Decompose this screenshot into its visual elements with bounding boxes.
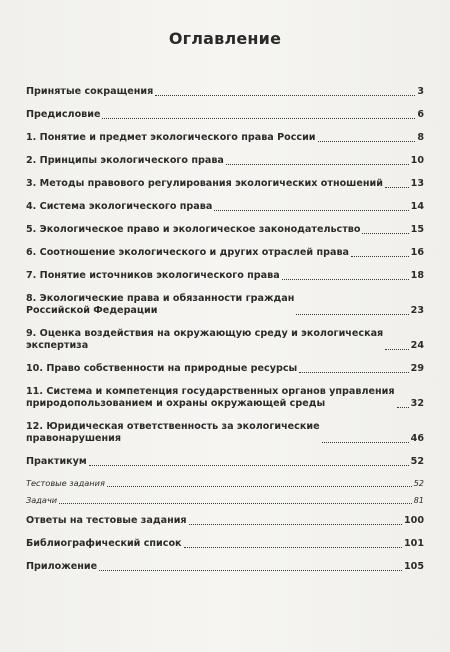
toc-entry-page: 52	[413, 478, 424, 488]
toc-entry-label: Предисловие	[26, 109, 101, 120]
toc-entry-label: 3. Методы правового регулирования экологических отношений	[26, 178, 383, 189]
toc-entry-page: 101	[403, 538, 424, 549]
toc-entry	[26, 561, 424, 573]
dot-leader	[89, 465, 409, 466]
toc-entry-label	[26, 293, 294, 317]
toc-entry-page: 16	[410, 247, 424, 258]
toc-entry-page: 15	[410, 224, 424, 235]
toc-entry-label: Принятые сокращения	[26, 86, 154, 97]
toc-entry-label	[26, 386, 395, 410]
toc-entry-label: Задачи	[26, 495, 58, 505]
toc-entry-page: 100	[403, 515, 424, 526]
dot-leader	[282, 279, 409, 280]
toc-entry-label: 4. Система экологического права	[26, 201, 213, 212]
toc-entry-label-line: 11. Система и компетенция государственных органов управления	[26, 386, 395, 397]
dot-leader	[214, 210, 408, 211]
toc-entry	[26, 421, 424, 445]
toc-entry	[26, 247, 424, 259]
toc-entry-label: 2. Принципы экологического права	[26, 155, 224, 166]
toc-entry-page: 10	[410, 155, 424, 166]
toc-entry	[26, 538, 424, 550]
toc-entry	[26, 155, 424, 167]
dot-leader	[299, 372, 408, 373]
dot-leader	[184, 547, 402, 548]
toc-entry	[26, 86, 424, 98]
toc-entry-page: 24	[410, 340, 424, 351]
toc-entry-page: 6	[417, 109, 424, 120]
toc-entry	[26, 270, 424, 282]
toc-entry-label: 10. Право собственности на природные ресурсы	[26, 363, 298, 374]
dot-leader	[362, 233, 408, 234]
dot-leader	[322, 442, 409, 443]
dot-leader	[385, 187, 409, 188]
dot-leader	[189, 524, 402, 525]
toc-entry-page: 81	[413, 495, 424, 505]
toc-entry-label: Тестовые задания	[26, 478, 105, 488]
dot-leader	[107, 486, 412, 487]
dot-leader	[318, 141, 416, 142]
toc-entry	[26, 386, 424, 410]
toc-entry-page: 3	[417, 86, 424, 97]
dot-leader	[59, 503, 411, 504]
toc-entry-label-line: 9. Оценка воздействия на окружающую среду и экологическая	[26, 328, 384, 339]
toc-entry-label: Приложение	[26, 561, 98, 572]
toc-entry	[26, 109, 424, 121]
toc-entry-page: 52	[410, 456, 424, 467]
toc-entry	[26, 132, 424, 144]
toc-entry-label-line: Российской Федерации	[26, 305, 158, 316]
table-of-contents	[26, 86, 424, 573]
toc-entry-page: 13	[410, 178, 424, 189]
toc-entry-label-line: экспертиза	[26, 340, 89, 351]
toc-entry-label-line: 8. Экологические права и обязанности граждан	[26, 293, 295, 304]
toc-subentry	[26, 477, 424, 489]
dot-leader	[296, 314, 408, 315]
toc-entry-page: 105	[403, 561, 424, 572]
toc-entry-label-line: 12. Юридическая ответственность за экологические	[26, 421, 320, 432]
toc-entry-page: 46	[410, 433, 424, 444]
toc-entry-label	[26, 328, 383, 352]
toc-entry-page: 18	[410, 270, 424, 281]
dot-leader	[102, 118, 415, 119]
toc-entry-label-line: природопользованием и охраны окружающей среды	[26, 398, 326, 409]
dot-leader	[226, 164, 409, 165]
toc-entry	[26, 515, 424, 527]
toc-entry	[26, 201, 424, 213]
toc-entry-page: 32	[410, 398, 424, 409]
toc-subentry	[26, 494, 424, 506]
dot-leader	[385, 349, 408, 350]
toc-entry-label: Библиографический список	[26, 538, 182, 549]
toc-entry-page: 14	[410, 201, 424, 212]
toc-entry	[26, 224, 424, 236]
dot-leader	[351, 256, 409, 257]
toc-entry-page: 29	[410, 363, 424, 374]
toc-entry	[26, 363, 424, 375]
toc-entry-page: 8	[417, 132, 424, 143]
toc-entry-label: 1. Понятие и предмет экологического права России	[26, 132, 316, 143]
toc-entry-page: 23	[410, 305, 424, 316]
toc-entry-label: 7. Понятие источников экологического права	[26, 270, 280, 281]
toc-entry-label: 6. Соотношение экологического и других отраслей права	[26, 247, 350, 258]
toc-entry-label-line: правонарушения	[26, 433, 122, 444]
toc-entry	[26, 293, 424, 317]
toc-entry-label: Практикум	[26, 456, 87, 467]
toc-entry-label	[26, 421, 320, 445]
dot-leader	[397, 407, 409, 408]
dot-leader	[155, 95, 415, 96]
page-title: Оглавление	[168, 29, 282, 48]
toc-entry	[26, 328, 424, 352]
dot-leader	[99, 570, 402, 571]
toc-entry-label: 5. Экологическое право и экологическое законодательство	[26, 224, 361, 235]
toc-entry	[26, 456, 424, 468]
toc-entry-label: Ответы на тестовые задания	[26, 515, 187, 526]
toc-entry	[26, 178, 424, 190]
